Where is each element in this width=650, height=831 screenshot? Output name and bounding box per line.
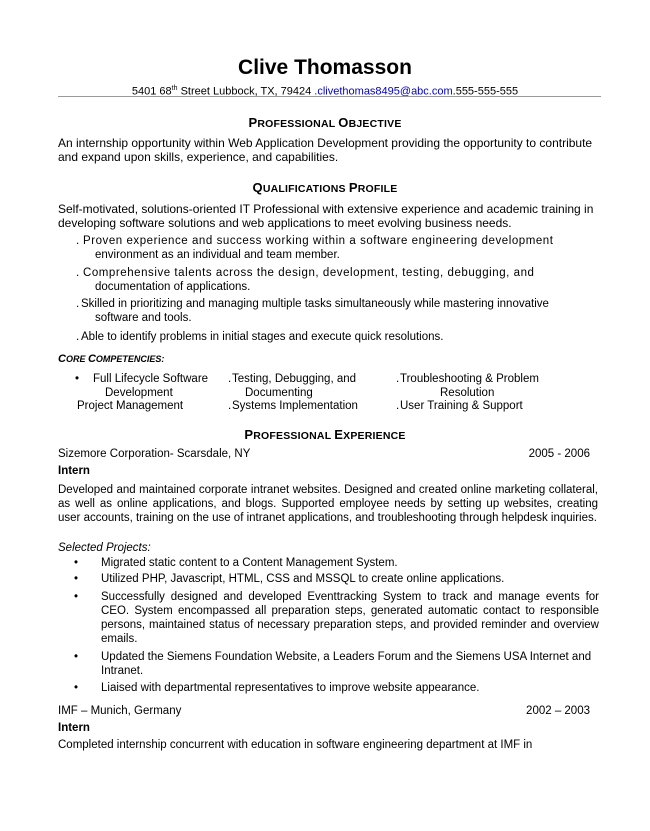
job-header bbox=[58, 704, 590, 718]
competency-marker: . bbox=[228, 373, 232, 385]
competency-item: Troubleshooting & Problem bbox=[400, 373, 539, 385]
qualification-bullet: . Skilled in prioritizing and managing multiple tasks simultaneously while mastering innovative software and tools. bbox=[76, 298, 549, 324]
competency-item: Testing, Debugging, and bbox=[232, 373, 357, 385]
bullet-icon: • bbox=[74, 591, 79, 603]
address-street: Street Lubbock, TX, 79424 bbox=[177, 85, 315, 98]
job-summary: Developed and maintained corporate intranet websites. Designed and created online marketing collateral, as well as online applications, and blogs. Supported employee needs by setting up websites, creating user accounts, training on the use of intranet applications, and troubleshooting through helpdesk inquiries. bbox=[58, 484, 598, 524]
selected-projects-label: Selected Projects: bbox=[58, 542, 151, 554]
competency-marker: . bbox=[396, 400, 400, 412]
project-item: • Migrated static content to a Content Management System. bbox=[74, 557, 398, 569]
phone-number: .555-555-555 bbox=[452, 85, 519, 98]
qualification-bullet: . Able to identify problems in initial stages and execute quick resolutions. bbox=[76, 331, 444, 343]
project-item: • Successfully designed and developed Eventtracking System to track and manage events for CEO. System encompassed all preparation steps, generated automatic contact to responsible persons, maintained status of necessary preparation steps, and provided reminder and overview emails. bbox=[74, 591, 599, 645]
qualification-bullet: . Comprehensive talents across the design, development, testing, debugging, and documentation of applications. bbox=[76, 267, 535, 293]
experience-heading: PROFESSIONAL EXPERIENCE bbox=[244, 427, 406, 442]
header-divider bbox=[58, 96, 601, 97]
objective-text: An internship opportunity within Web Application Development providing the opportunity to contribute and expand upon skills, experience, and capabilities. bbox=[58, 136, 593, 164]
core-competencies-title: CORE COMPETENCIES: bbox=[58, 353, 165, 365]
competency-item: User Training & Support bbox=[400, 400, 523, 412]
qualifications-heading: QUALIFICATIONS PROFILE bbox=[252, 180, 398, 195]
competency-item: Project Management bbox=[77, 400, 184, 412]
email-link[interactable]: .clivethomas8495@abc.com bbox=[314, 85, 453, 98]
competency-marker: . bbox=[228, 400, 232, 412]
competency-item: Development bbox=[105, 387, 173, 399]
address-suffix: th bbox=[171, 85, 178, 92]
bullet-icon: • bbox=[74, 682, 79, 694]
job-dates: 2002 – 2003 bbox=[526, 705, 590, 717]
project-item: • Updated the Siemens Foundation Website, a Leaders Forum and the Siemens USA Internet and Intranet. bbox=[74, 651, 592, 677]
job-dates: 2005 - 2006 bbox=[528, 448, 590, 460]
job-summary: Completed internship concurrent with education in software engineering department at IMF in bbox=[58, 739, 533, 751]
job-title: Intern bbox=[58, 722, 90, 734]
competency-item: Full Lifecycle Software bbox=[93, 373, 209, 385]
competency-marker: . bbox=[396, 373, 400, 385]
job-header bbox=[58, 447, 590, 461]
job-title: Intern bbox=[58, 465, 90, 477]
qualification-bullet: . Proven experience and success working within a software engineering development environment as an individual and team member. bbox=[76, 235, 554, 261]
bullet-icon: • bbox=[74, 557, 79, 569]
address-number: 5401 68 bbox=[131, 85, 172, 98]
project-item: • Utilized PHP, Javascript, HTML, CSS and MSSQL to create online applications. bbox=[74, 573, 505, 585]
bullet-icon: • bbox=[74, 651, 79, 663]
competency-item: Systems Implementation bbox=[232, 400, 358, 412]
qualifications-intro: Self-motivated, solutions-oriented IT Professional with extensive experience and academic training in developing software solutions and web applications to meet evolving business needs. bbox=[58, 202, 594, 230]
candidate-name: Clive Thomasson bbox=[238, 56, 412, 79]
company-name: IMF – Munich, Germany bbox=[58, 705, 182, 717]
competency-item: Resolution bbox=[440, 387, 495, 399]
project-item: • Liaised with departmental representatives to improve website appearance. bbox=[74, 682, 480, 694]
company-name: Sizemore Corporation- Scarsdale, NY bbox=[58, 448, 251, 460]
bullet-icon: • bbox=[74, 573, 79, 585]
competency-item: Documenting bbox=[245, 387, 313, 399]
objective-heading: PROFESSIONAL OBJECTIVE bbox=[248, 115, 402, 130]
competency-bullet-icon: • bbox=[75, 373, 80, 385]
